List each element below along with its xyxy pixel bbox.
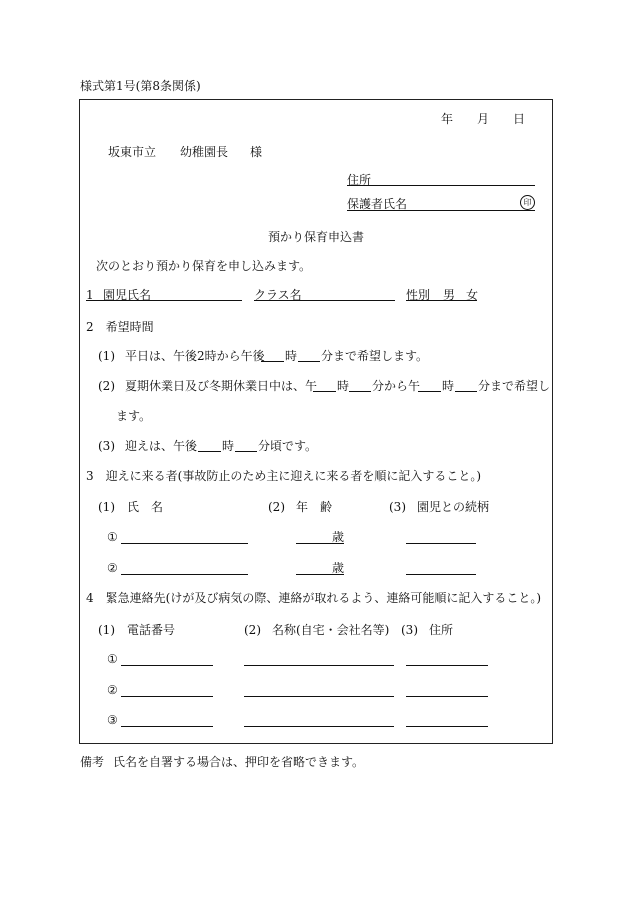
guardian-address-line[interactable] — [347, 185, 535, 186]
pickup-row2-age-field[interactable] — [296, 574, 344, 575]
emergency-col2-label: 名称(自宅・会社名等) — [272, 623, 390, 637]
emergency-col3-label: 住所 — [429, 623, 454, 637]
hours-heading: 2 希望時間 — [86, 320, 154, 334]
pickup-row2-age-unit: 歳 — [332, 561, 345, 575]
form-title: 預かり保育申込書 — [267, 230, 364, 244]
emergency-col1-label: 電話番号 — [127, 623, 176, 637]
emergency-col1-num: (1) — [98, 623, 115, 637]
form-id: 様式第1号(第8条関係) — [80, 79, 201, 93]
emergency-row1-mark: ① — [107, 652, 118, 666]
addressee-honorific: 様 — [250, 145, 263, 159]
hours-item3-text-a: 迎えは、午後 — [125, 439, 198, 453]
emergency-row2-address-field[interactable] — [406, 696, 488, 697]
gender-label: 性別 — [406, 288, 431, 302]
pickup-heading: 3 迎えに来る者(事故防止のため主に迎えに来る者を順に記入すること。) — [86, 469, 482, 483]
emergency-row3-mark: ③ — [107, 713, 118, 727]
hours-item2-text-a: 夏期休業日及び冬期休業日中は、午 — [125, 379, 318, 393]
hours-item2-text-c: 分から午 — [372, 379, 421, 393]
weekday-minute-field[interactable] — [298, 361, 320, 362]
gender-line — [406, 300, 477, 301]
remarks-label: 備考 — [80, 755, 105, 769]
pickup-row1-age-field[interactable] — [296, 543, 344, 544]
addressee-city: 坂東市立 — [108, 145, 157, 159]
child-name-label: 園児氏名 — [103, 288, 152, 302]
pickup-row1-relation-field[interactable] — [406, 543, 476, 544]
guardian-address-label: 住所 — [347, 173, 372, 187]
guardian-name-label: 保護者氏名 — [347, 197, 408, 211]
holiday-end-hour-field[interactable] — [418, 391, 441, 392]
pickup-row2-relation-field[interactable] — [406, 574, 476, 575]
pickup-col1-label: 氏 名 — [127, 500, 164, 514]
pickup-row1-name-field[interactable] — [121, 543, 248, 544]
hours-item2-text-e: 分まで希望し — [478, 379, 551, 393]
emergency-row3-name-field[interactable] — [244, 726, 394, 727]
hours-item1-num: (1) — [98, 349, 115, 363]
pickup-col2-num: (2) — [268, 500, 285, 514]
pickup-row1-mark: ① — [107, 530, 118, 544]
pickup-row1-age-unit: 歳 — [332, 530, 345, 544]
holiday-start-minute-field[interactable] — [349, 391, 371, 392]
pickup-row2-mark: ② — [107, 561, 118, 575]
remarks-text: 氏名を自署する場合は、押印を省略できます。 — [113, 755, 365, 769]
pickup-hour-field[interactable] — [198, 451, 221, 452]
hours-item1-text-a: 平日は、午後2時から午後 — [125, 349, 265, 363]
gender-female-option[interactable]: 女 — [466, 288, 479, 302]
hours-item2-continuation: ます。 — [116, 409, 152, 423]
emergency-row2-mark: ② — [107, 683, 118, 697]
hours-item2-text-b: 時 — [337, 379, 350, 393]
weekday-hour-field[interactable] — [261, 361, 284, 362]
pickup-col3-label: 園児との続柄 — [417, 500, 490, 514]
holiday-end-minute-field[interactable] — [455, 391, 477, 392]
pickup-minute-field[interactable] — [235, 451, 257, 452]
emergency-col2-num: (2) — [244, 623, 261, 637]
emergency-row1-phone-field[interactable] — [121, 665, 213, 666]
pickup-col1-num: (1) — [98, 500, 115, 514]
intro-text: 次のとおり預かり保育を申し込みます。 — [96, 259, 312, 273]
emergency-row2-phone-field[interactable] — [121, 696, 213, 697]
emergency-heading: 4 緊急連絡先(けが及び病気の際、連絡が取れるよう、連絡可能順に記入すること。) — [86, 591, 542, 605]
hours-item3-num: (3) — [98, 439, 115, 453]
hours-item2-num: (2) — [98, 379, 115, 393]
hours-item1-text-c: 分まで希望します。 — [321, 349, 429, 363]
emergency-row3-address-field[interactable] — [406, 726, 488, 727]
pickup-col3-num: (3) — [389, 500, 406, 514]
holiday-start-hour-field[interactable] — [313, 391, 336, 392]
seal-mark: 印 — [520, 195, 535, 210]
date-month-label: 月 — [477, 112, 490, 126]
pickup-col2-label: 年 齢 — [296, 500, 333, 514]
gender-male-option[interactable]: 男 — [443, 288, 456, 302]
emergency-col3-num: (3) — [401, 623, 418, 637]
child-name-line[interactable] — [86, 300, 242, 301]
class-name-label: クラス名 — [254, 288, 302, 302]
addressee-kindergarten: 幼稚園長 — [180, 145, 229, 159]
pickup-row2-name-field[interactable] — [121, 574, 248, 575]
date-year-label: 年 — [441, 112, 454, 126]
emergency-row1-address-field[interactable] — [406, 665, 488, 666]
emergency-row3-phone-field[interactable] — [121, 726, 213, 727]
hours-item3-text-c: 分頃です。 — [258, 439, 318, 453]
emergency-row1-name-field[interactable] — [244, 665, 394, 666]
emergency-row2-name-field[interactable] — [244, 696, 394, 697]
class-name-line[interactable] — [254, 300, 395, 301]
hours-item1-text-b: 時 — [285, 349, 298, 363]
guardian-name-line[interactable] — [347, 210, 535, 211]
hours-item2-text-d: 時 — [442, 379, 455, 393]
date-day-label: 日 — [513, 112, 526, 126]
child-number: 1 — [86, 288, 94, 302]
hours-item3-text-b: 時 — [222, 439, 235, 453]
